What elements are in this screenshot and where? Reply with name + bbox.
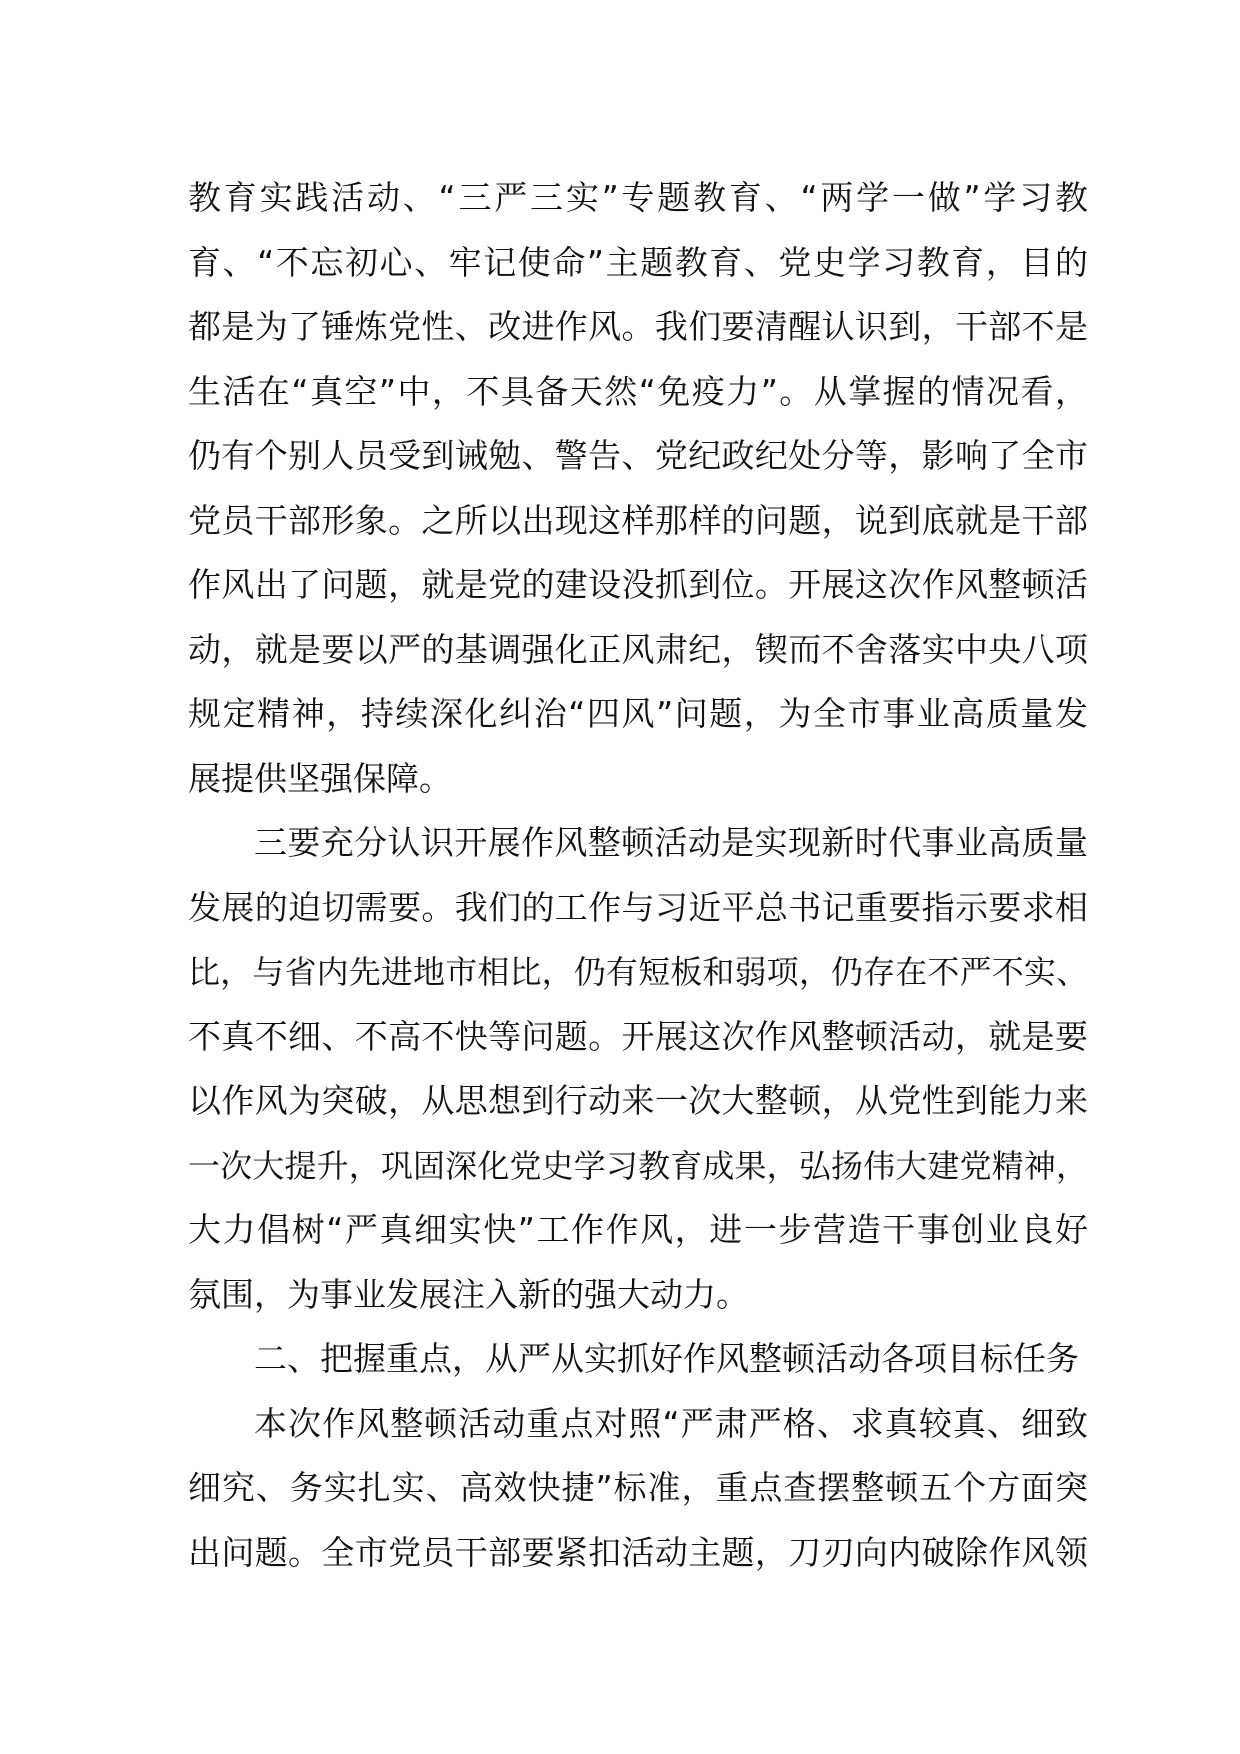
text-line: 比，与省内先进地市相比，仍有短板和弱项，仍存在不严不实、 [188, 953, 1088, 991]
document-body [188, 166, 1088, 1585]
text-line: 仍有个别人员受到诫勉、警告、党纪政纪处分等，影响了全市 [188, 436, 1088, 475]
text-line: 三要充分认识开展作风整顿活动是实现新时代事业高质量 [254, 823, 1088, 862]
text-line: 以作风为突破，从思想到行动来一次大整顿，从党性到能力来 [188, 1081, 1088, 1120]
text-line: 本次作风整顿活动重点对照“严肃严格、求真较真、细致 [254, 1403, 1088, 1443]
text-line: 教育实践活动、“三严三实”专题教育、“两学一做”学习教 [188, 178, 1088, 217]
text-line: 展提供坚强保障。 [188, 758, 452, 798]
text-line: 规定精神，持续深化纠治“四风”问题，为全市事业高质量发 [188, 694, 1088, 733]
text-line: 出问题。全市党员干部要紧扣活动主题，刀刃向内破除作风领 [188, 1532, 1088, 1572]
text-line: 作风出了问题，就是党的建设没抓到位。开展这次作风整顿活 [188, 565, 1088, 604]
text-line: 氛围，为事业发展注入新的强大动力。 [188, 1274, 749, 1314]
text-line: 育、“不忘初心、牢记使命”主题教育、党史学习教育，目的 [188, 242, 1088, 282]
text-line: 不真不细、不高不快等问题。开展这次作风整顿活动，就是要 [188, 1016, 1088, 1056]
text-line: 都是为了锤炼党性、改进作风。我们要清醒认识到，干部不是 [188, 307, 1088, 346]
text-line: 一次大提升，巩固深化党史学习教育成果，弘扬伟大建党精神， [188, 1146, 1088, 1185]
text-line: 生活在“真空”中，不具备天然“免疫力”。从掌握的情况看， [188, 371, 1088, 411]
text-line: 大力倡树“严真细实快”工作作风，进一步营造干事创业良好 [188, 1210, 1088, 1249]
text-line: 党员干部形象。之所以出现这样那样的问题，说到底就是干部 [188, 500, 1088, 540]
section-heading: 二、把握重点，从严从实抓好作风整顿活动各项目标任务 [254, 1339, 1079, 1378]
text-line: 动，就是要以严的基调强化正风肃纪，锲而不舍落实中央八项 [188, 629, 1088, 669]
text-line: 细究、务实扎实、高效快捷”标准，重点查摆整顿五个方面突 [188, 1468, 1088, 1507]
text-line: 发展的迫切需要。我们的工作与习近平总书记重要指示要求相 [188, 887, 1088, 927]
